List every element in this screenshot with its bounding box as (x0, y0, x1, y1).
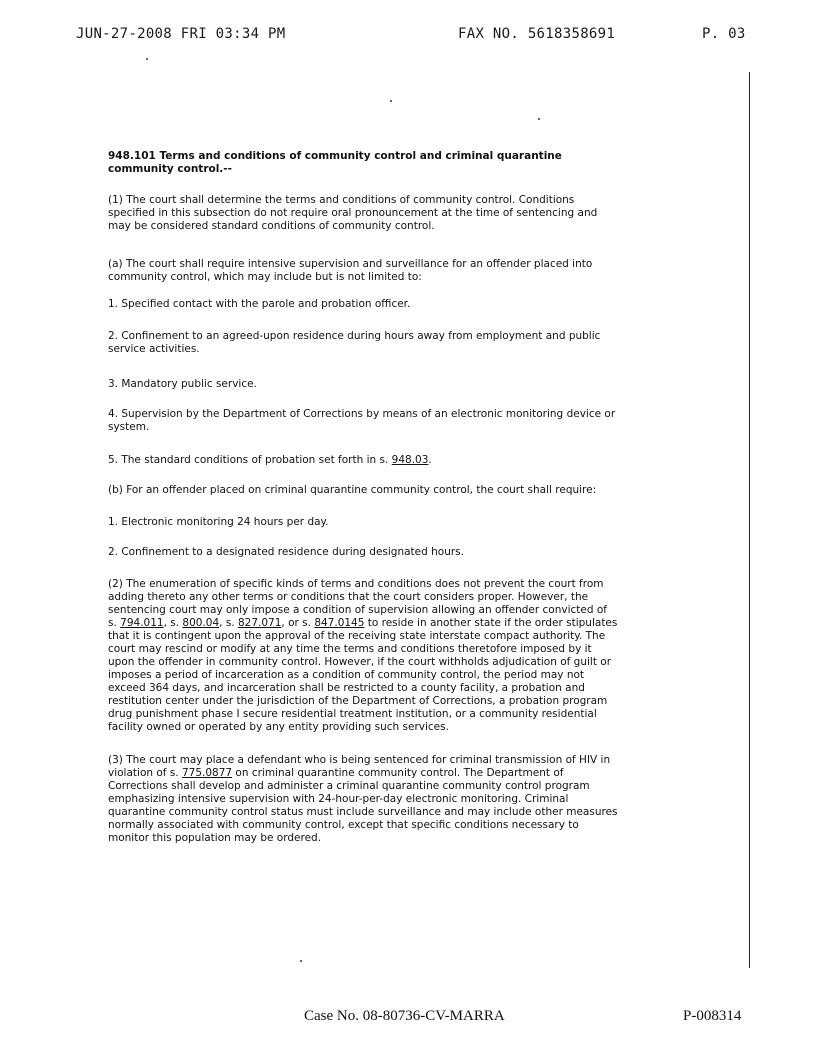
scan-speck (390, 100, 392, 102)
subsection-1: (1) The court shall determine the terms and conditions of community control. Conditions specified in this subsection do not require oral pronouncement at the time of sentencing and may be considered standard conditions of community control. (108, 194, 598, 232)
bates-number: P-008314 (683, 1008, 742, 1024)
statute-heading: 948.101 Terms and conditions of community control and criminal quarantine community control.-- (108, 150, 562, 175)
sub2-text: , s. (219, 617, 238, 629)
case-number: Case No. 08-80736-CV-MARRA (304, 1008, 505, 1024)
fax-datetime: JUN-27-2008 FRI 03:34 PM (76, 26, 286, 42)
list-item: 1. Electronic monitoring 24 hours per day. (108, 516, 329, 528)
list-item: 2. Confinement to a designated residence during designated hours. (108, 546, 464, 558)
list-item (108, 454, 618, 467)
subsection-1a: (a) The court shall require intensive supervision and surveillance for an offender placed into community control, which may include but is not limited to: (108, 258, 593, 283)
fax-header (0, 26, 816, 46)
subsection-2 (108, 578, 618, 734)
subsection-1b: (b) For an offender placed on criminal quarantine community control, the court shall require: (108, 484, 597, 496)
scan-speck (538, 118, 540, 120)
statute-link-794-011[interactable]: 794.011 (120, 617, 164, 629)
subsection-3 (108, 754, 618, 845)
item-text: 5. The standard conditions of probation set forth in s. (108, 454, 392, 466)
list-item: 3. Mandatory public service. (108, 378, 257, 390)
statute-link-775-0877[interactable]: 775.0877 (181, 767, 233, 779)
sub2-text: , or s. (281, 617, 315, 629)
statute-link-847-0145[interactable]: 847.0145 (314, 617, 365, 629)
list-item: 4. Supervision by the Department of Corrections by means of an electronic monitoring device or system. (108, 408, 616, 433)
sub2-text: , s. (163, 617, 183, 629)
sub2-text: to reside in another state if the order stipulates that it is contingent upon the approval of the receiving state interstate compact authority. The court may rescind or modify at any time the terms and conditions theretofore imposed by it upon the offender in community control. However, if the court withholds adjudication of guilt or imposes a period of incarceration as a condition of community control, the period may not exceed 364 days, and incarceration shall be restricted to a county facility, a probation and restitution center under the jurisdiction of the Department of Corrections, a probation program drug punishment phase I secure residential treatment institution, or a community residential facility owned or operated by any entity providing such services. (108, 617, 618, 733)
fax-number: FAX NO. 5618358691 (458, 26, 616, 42)
scan-speck (146, 58, 148, 60)
sub3-text: on criminal quarantine community control. The Department of Corrections shall develop and administer a criminal quarantine community control program emphasizing intensive supervision with 24-hour-per-day electronic monitoring. Criminal quarantine community control status must include surveillance and may include other measures normally associated with community control, except that specific conditions necessary to monitor this population may be ordered. (108, 767, 618, 844)
statute-link-827-071[interactable]: 827.071 (237, 617, 282, 629)
list-item: 2. Confinement to an agreed-upon residence during hours away from employment and public service activities. (108, 330, 601, 355)
fax-margin-line (749, 72, 750, 968)
scan-speck (300, 960, 302, 962)
sub3-text: (3) The court may place a defendant who is being sentenced for criminal transmission of HIV in violation of s. (108, 754, 611, 779)
item-text: . (428, 454, 432, 466)
statute-link-800-04[interactable]: 800.04 (182, 617, 220, 629)
statute-link-948-03[interactable]: 948.03 (391, 454, 429, 466)
list-item: 1. Specified contact with the parole and probation officer. (108, 298, 411, 310)
sub2-text: (2) The enumeration of specific kinds of terms and conditions does not prevent the court from adding thereto any other terms or conditions that the court considers proper. However, the sentencing court may only impose a condition of supervision allowing an offender convicted of s. (108, 578, 607, 629)
fax-page-number: P. 03 (702, 26, 746, 42)
